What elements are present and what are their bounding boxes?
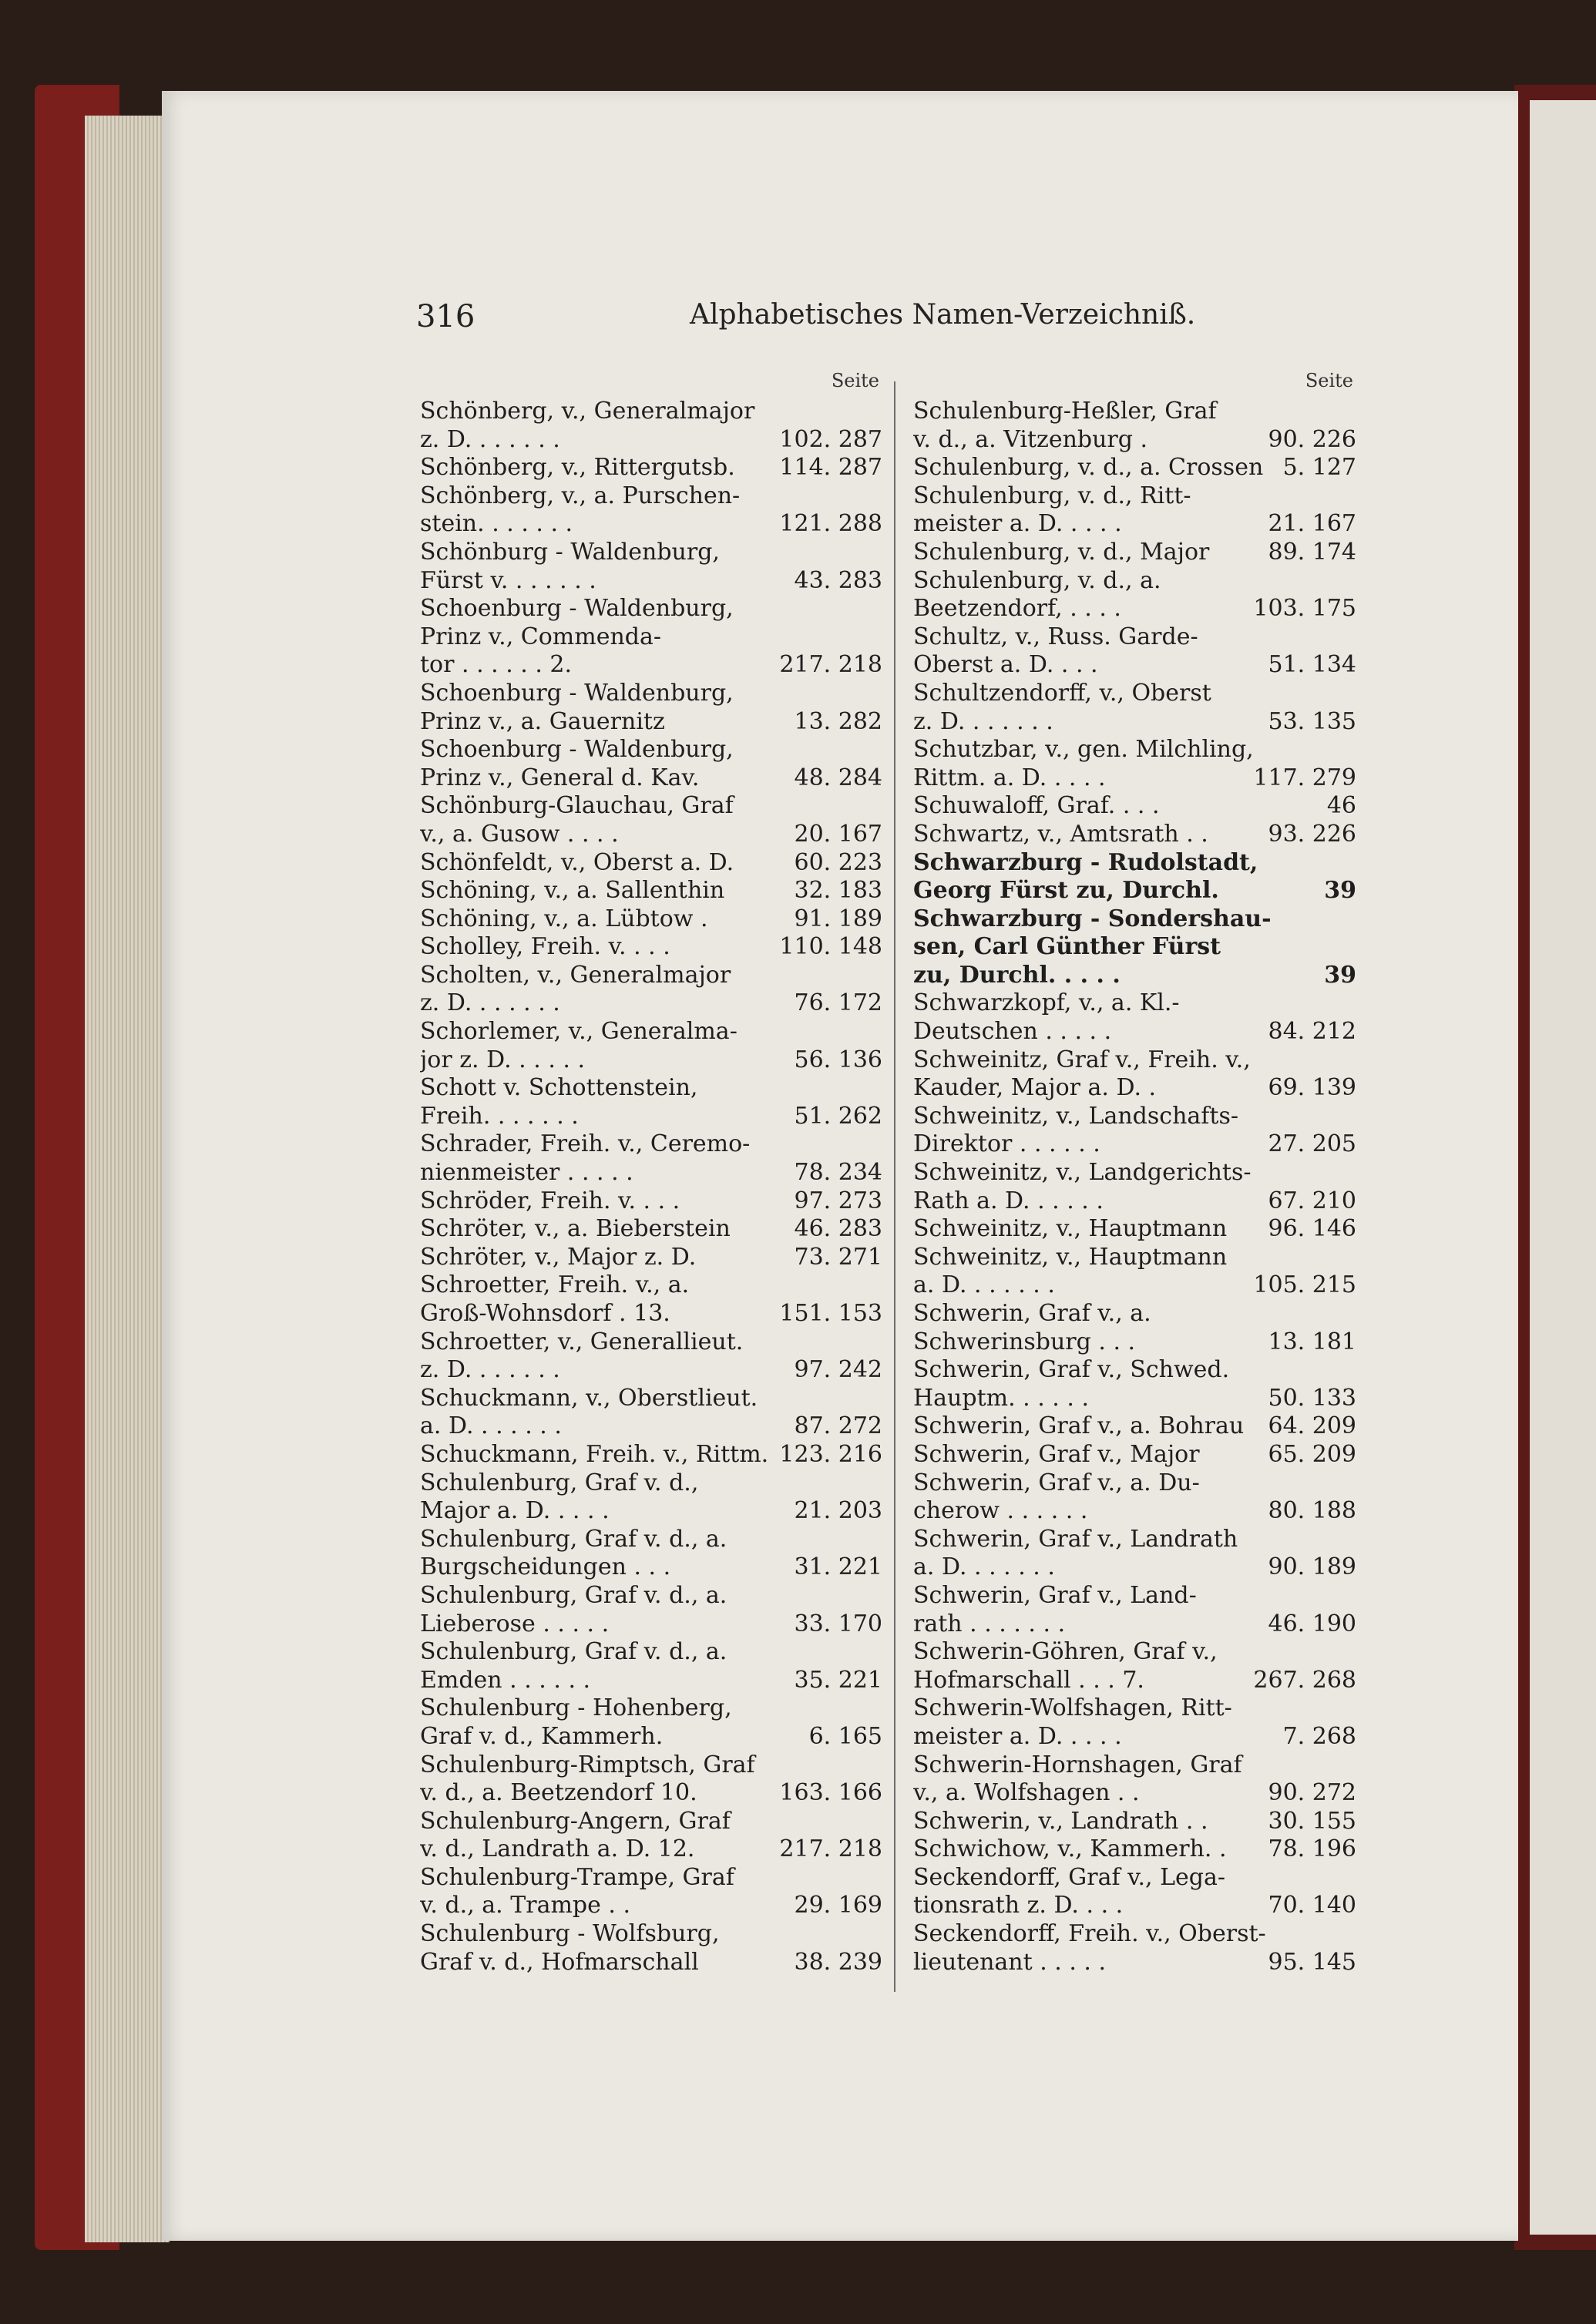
index-entry-line — [420, 1130, 882, 1159]
index-entry-line — [420, 708, 882, 737]
index-entry-line — [420, 1271, 882, 1300]
index-entry-line — [913, 1779, 1356, 1808]
entry-text: Schoenburg - Waldenburg, — [420, 736, 734, 764]
entry-text: Schwarzkopf, v., a. Kl.- — [913, 989, 1180, 1017]
entry-page-numbers: 267. 268 — [1253, 1666, 1356, 1694]
entry-text: Schröter, v., a. Bieberstein — [420, 1215, 731, 1243]
entry-text: Schulenburg, Graf v. d., a. — [420, 1525, 727, 1553]
index-entry-line — [420, 567, 882, 596]
entry-page-numbers: 163. 166 — [779, 1779, 882, 1807]
entry-text: Schorlemer, v., Generalma- — [420, 1018, 738, 1046]
entry-text: Schulenburg, Graf v. d., — [420, 1469, 699, 1496]
index-entry-line — [913, 1215, 1356, 1244]
entry-text: Direktor . . . . . . — [913, 1130, 1100, 1158]
entry-text: Major a. D. . . . . — [420, 1497, 610, 1525]
next-page-edge — [1530, 100, 1596, 2235]
index-entry-line — [420, 736, 882, 764]
entry-page-numbers: 89. 174 — [1268, 538, 1356, 566]
index-entry-line — [913, 1469, 1356, 1498]
index-entry-line — [913, 1723, 1356, 1751]
entry-text: Schott v. Schottenstein, — [420, 1074, 698, 1102]
index-entry-line — [420, 849, 882, 878]
entry-text: Schulenburg, v. d., a. — [913, 566, 1161, 594]
index-entry-line — [913, 1412, 1356, 1441]
entry-page-numbers: 90. 226 — [1268, 425, 1356, 453]
entry-text: Schönberg, v., a. Purschen- — [420, 482, 741, 509]
index-entry-line — [913, 1159, 1356, 1187]
entry-text: Rath a. D. . . . . . — [913, 1187, 1104, 1214]
index-entry-line — [913, 454, 1356, 482]
entry-page-numbers: 27. 205 — [1268, 1130, 1356, 1158]
entry-text: Fürst v. . . . . . . — [420, 566, 596, 594]
index-entry-line — [420, 651, 882, 680]
entry-text: Schweinitz, Graf v., Freih. v., — [913, 1046, 1251, 1073]
index-entry-line — [913, 1808, 1356, 1836]
index-entry-line — [913, 736, 1356, 764]
index-entry-line — [913, 989, 1356, 1018]
index-entry-line — [913, 1244, 1356, 1272]
entry-text: Schwerinsburg . . . — [913, 1328, 1136, 1355]
index-entry-line — [420, 1808, 882, 1836]
entry-text: v., a. Wolfshagen . . — [913, 1779, 1140, 1807]
entry-page-numbers: 90. 189 — [1268, 1553, 1356, 1581]
index-entry-line — [420, 1920, 882, 1949]
entry-text: Schultzendorff, v., Oberst — [913, 679, 1211, 707]
index-entry-line — [913, 1497, 1356, 1526]
index-entry-line — [420, 1610, 882, 1639]
index-entry-line — [420, 933, 882, 962]
entry-text: Schulenburg, v. d., Major — [913, 538, 1210, 566]
entry-page-numbers: 151. 153 — [779, 1300, 882, 1327]
entry-page-numbers: 117. 279 — [1253, 764, 1356, 791]
index-entry-line — [913, 1300, 1356, 1328]
entry-text: v. d., a. Beetzendorf 10. — [420, 1779, 697, 1807]
entry-page-numbers: 43. 283 — [794, 566, 882, 594]
index-entry-line — [420, 1103, 882, 1131]
entry-page-numbers: 31. 221 — [794, 1553, 882, 1581]
index-entry-line — [913, 482, 1356, 511]
entry-text: Schulenburg, Graf v. d., a. — [420, 1581, 727, 1609]
entry-text: v. d., Landrath a. D. 12. — [420, 1835, 695, 1863]
entry-page-numbers: 51. 262 — [794, 1102, 882, 1130]
entry-page-numbers: 114. 287 — [779, 454, 882, 482]
index-entry-line — [913, 539, 1356, 567]
entry-text: Prinz v., a. Gauernitz — [420, 707, 665, 735]
index-entry-line — [420, 1779, 882, 1808]
index-entry-line — [420, 1694, 882, 1723]
entry-text: Schulenburg-Heßler, Graf — [913, 398, 1217, 425]
index-entry-line — [913, 1356, 1356, 1385]
index-entry-line — [913, 1751, 1356, 1780]
entry-text: Schweinitz, v., Landgerichts- — [913, 1159, 1252, 1187]
entry-page-numbers: 67. 210 — [1268, 1187, 1356, 1214]
entry-page-numbers: 78. 196 — [1268, 1835, 1356, 1863]
entry-text: Schweinitz, v., Hauptmann — [913, 1243, 1228, 1271]
index-entry-line — [420, 1892, 882, 1920]
entry-text: Graf v. d., Kammerh. — [420, 1722, 664, 1750]
index-entry-line — [420, 1385, 882, 1413]
entry-text: Seckendorff, Graf v., Lega- — [913, 1863, 1226, 1891]
entry-page-numbers: 53. 135 — [1268, 707, 1356, 735]
entry-page-numbers: 13. 181 — [1268, 1328, 1356, 1355]
entry-text: Schuwaloff, Graf. . . . — [913, 792, 1160, 820]
entry-text: a. D. . . . . . . — [420, 1412, 562, 1440]
entry-text: Prinz v., General d. Kav. — [420, 764, 700, 791]
entry-text: Graf v. d., Hofmarschall — [420, 1948, 699, 1976]
index-entry-line — [420, 989, 882, 1018]
index-entry-line — [913, 651, 1356, 680]
index-entry-line — [420, 792, 882, 821]
index-entry-line — [913, 595, 1356, 623]
index-entry-line — [420, 764, 882, 793]
entry-text: Schuckmann, Freih. v., Rittm. — [420, 1440, 769, 1468]
entry-page-numbers: 65. 209 — [1268, 1440, 1356, 1468]
entry-text: Rittm. a. D. . . . . — [913, 764, 1106, 791]
entry-page-numbers: 38. 239 — [794, 1948, 882, 1976]
index-entry-line — [913, 1949, 1356, 1977]
entry-page-numbers: 217. 218 — [779, 651, 882, 679]
index-entry-line — [420, 1469, 882, 1498]
index-entry-line — [913, 1582, 1356, 1610]
index-entry-line — [913, 1667, 1356, 1695]
index-entry-line — [420, 1046, 882, 1075]
index-entry-line — [913, 905, 1356, 934]
entry-page-numbers: 60. 223 — [794, 848, 882, 876]
entry-page-numbers: 93. 226 — [1268, 820, 1356, 848]
entry-text: Schönburg-Glauchau, Graf — [420, 792, 734, 820]
entry-text: Schwerin, Graf v., Land- — [913, 1581, 1197, 1609]
index-entry-line — [420, 454, 882, 482]
entry-text: Seckendorff, Freih. v., Oberst- — [913, 1920, 1266, 1948]
entry-text: Schwichow, v., Kammerh. . — [913, 1835, 1227, 1863]
index-entry-line — [420, 623, 882, 652]
entry-page-numbers: 46 — [1326, 792, 1356, 820]
entry-text: Scholten, v., Generalmajor — [420, 961, 731, 989]
index-entry-line — [913, 1385, 1356, 1413]
entry-text: Schwerin, Graf v., Schwed. — [913, 1356, 1230, 1384]
entry-text: Schulenburg, v. d., a. Crossen — [913, 454, 1264, 482]
entry-text: Schroetter, v., Generallieut. — [420, 1328, 744, 1355]
entry-page-numbers: 95. 145 — [1268, 1948, 1356, 1976]
entry-text: Schwerin-Hornshagen, Graf — [913, 1751, 1242, 1778]
entry-text: Schwerin, Graf v., a. Bohrau — [913, 1412, 1245, 1440]
entry-text: Freih. . . . . . . — [420, 1102, 579, 1130]
entry-page-numbers: 33. 170 — [794, 1610, 882, 1637]
index-entry-line — [913, 398, 1356, 426]
page-number: 316 — [416, 299, 475, 334]
entry-page-numbers: 7. 268 — [1282, 1722, 1356, 1750]
entry-text: rath . . . . . . . — [913, 1610, 1066, 1637]
entry-text: stein. . . . . . . — [420, 510, 573, 538]
entry-page-numbers: 13. 282 — [794, 707, 882, 735]
entry-text: Schulenburg-Rimptsch, Graf — [420, 1751, 755, 1778]
index-entry-line — [913, 1130, 1356, 1159]
index-entry-line — [913, 1018, 1356, 1046]
index-entry-line — [420, 426, 882, 455]
index-entry-line — [913, 1835, 1356, 1864]
entry-text: Schulenburg - Hohenberg, — [420, 1694, 732, 1722]
entry-text: sen, Carl Günther Fürst — [913, 933, 1221, 961]
entry-page-numbers: 46. 190 — [1268, 1610, 1356, 1637]
entry-text: Scholley, Freih. v. . . . — [420, 933, 670, 961]
index-entry-line — [913, 933, 1356, 962]
entry-text: Schönberg, v., Generalmajor — [420, 398, 755, 425]
index-column-left — [420, 370, 882, 1976]
index-entry-line — [913, 1103, 1356, 1131]
index-entry-line — [913, 1046, 1356, 1075]
entry-text: Prinz v., Commenda- — [420, 623, 661, 650]
index-entry-line — [913, 821, 1356, 849]
entry-text: cherow . . . . . . — [913, 1497, 1088, 1525]
index-entry-line — [420, 1159, 882, 1187]
index-entry-line — [420, 1215, 882, 1244]
column-divider — [894, 381, 895, 1992]
entry-page-numbers: 70. 140 — [1268, 1892, 1356, 1919]
entry-text: Burgscheidungen . . . — [420, 1553, 671, 1581]
index-entry-line — [420, 539, 882, 567]
index-entry-line — [420, 962, 882, 990]
entry-text: zu, Durchl. . . . . — [913, 961, 1121, 989]
index-entry-line — [913, 1328, 1356, 1357]
index-entry-line — [913, 1694, 1356, 1723]
index-entry-line — [913, 1271, 1356, 1300]
entry-text: Schwarzburg - Sondershau- — [913, 905, 1272, 932]
entry-text: Schrader, Freih. v., Ceremo- — [420, 1130, 751, 1158]
entry-page-numbers: 103. 175 — [1253, 595, 1356, 623]
index-entry-line — [913, 1920, 1356, 1949]
index-entry-line — [420, 821, 882, 849]
entry-page-numbers: 121. 288 — [779, 510, 882, 538]
index-entry-line — [913, 1441, 1356, 1469]
entry-text: Schwartz, v., Amtsrath . . — [913, 820, 1208, 848]
entry-text: meister a. D. . . . . — [913, 1722, 1122, 1750]
index-entry-line — [420, 1244, 882, 1272]
index-entry-line — [420, 1723, 882, 1751]
entry-text: Schulenburg-Angern, Graf — [420, 1807, 731, 1835]
index-entry-line — [913, 1526, 1356, 1554]
index-entry-line — [420, 1497, 882, 1526]
index-entry-line — [420, 595, 882, 623]
entry-text: Schönberg, v., Rittergutsb. — [420, 454, 735, 482]
entry-page-numbers: 64. 209 — [1268, 1412, 1356, 1440]
entry-text: Schwerin, Graf v., a. — [913, 1300, 1151, 1327]
entry-text: Schuckmann, v., Oberstlieut. — [420, 1384, 758, 1412]
entry-text: Schroetter, Freih. v., a. — [420, 1271, 690, 1299]
entry-page-numbers: 102. 287 — [779, 425, 882, 453]
entry-text: Oberst a. D. . . . — [913, 651, 1098, 679]
entry-page-numbers: 21. 203 — [794, 1497, 882, 1525]
entry-text: Schwerin-Wolfshagen, Ritt- — [913, 1694, 1232, 1722]
entry-page-numbers: 105. 215 — [1253, 1271, 1356, 1299]
index-entry-line — [420, 1526, 882, 1554]
index-entry-line — [420, 1328, 882, 1357]
index-entry-line — [420, 1667, 882, 1695]
index-entry-line — [420, 680, 882, 708]
entry-page-numbers: 51. 134 — [1268, 651, 1356, 679]
entry-text: Schulenburg - Wolfsburg, — [420, 1920, 720, 1948]
entry-page-numbers: 6. 165 — [808, 1722, 882, 1750]
entry-page-numbers: 110. 148 — [779, 933, 882, 961]
entry-text: a. D. . . . . . . — [913, 1553, 1055, 1581]
entry-text: z. D. . . . . . . — [420, 425, 560, 453]
index-entry-line — [420, 1553, 882, 1582]
index-entry-line — [420, 1441, 882, 1469]
entry-text: v., a. Gusow . . . . — [420, 820, 619, 848]
entry-text: Schwerin, Graf v., Major — [913, 1440, 1200, 1468]
running-title: Alphabetisches Namen-Verzeichniß. — [690, 299, 1196, 331]
entry-page-numbers: 73. 271 — [794, 1243, 882, 1271]
entry-page-numbers: 90. 272 — [1268, 1779, 1356, 1807]
entry-page-numbers: 123. 216 — [779, 1440, 882, 1468]
entry-page-numbers: 21. 167 — [1268, 510, 1356, 538]
index-entry-line — [913, 877, 1356, 905]
entry-page-numbers: 32. 183 — [794, 877, 882, 905]
entry-text: Schröter, v., Major z. D. — [420, 1243, 697, 1271]
entry-text: Hofmarschall . . . 7. — [913, 1666, 1144, 1694]
entry-text: Georg Fürst zu, Durchl. — [913, 877, 1219, 905]
entry-text: Schulenburg-Trampe, Graf — [420, 1863, 734, 1891]
index-entry-line — [913, 764, 1356, 793]
entry-text: Hauptm. . . . . . — [913, 1384, 1089, 1412]
index-entry-line — [420, 1582, 882, 1610]
index-entry-line — [913, 1892, 1356, 1920]
entry-page-numbers: 20. 167 — [794, 820, 882, 848]
entry-text: meister a. D. . . . . — [913, 510, 1122, 538]
entry-page-numbers: 30. 155 — [1268, 1807, 1356, 1835]
entry-text: z. D. . . . . . . — [913, 707, 1053, 735]
index-entry-line — [913, 1074, 1356, 1103]
index-entry-line — [420, 1864, 882, 1892]
entry-text: Schweinitz, v., Hauptmann — [913, 1215, 1228, 1243]
entry-page-numbers: 50. 133 — [1268, 1384, 1356, 1412]
index-entry-line — [913, 1610, 1356, 1639]
entry-page-numbers: 87. 272 — [794, 1412, 882, 1440]
entry-text: Schwerin, v., Landrath . . — [913, 1807, 1208, 1835]
index-entry-line — [913, 849, 1356, 878]
entry-page-numbers: 76. 172 — [794, 989, 882, 1017]
entry-page-numbers: 29. 169 — [794, 1892, 882, 1919]
entry-text: Schönfeldt, v., Oberst a. D. — [420, 848, 734, 876]
entry-text: Schwerin, Graf v., a. Du- — [913, 1469, 1200, 1496]
index-column-right — [913, 370, 1356, 1976]
entry-text: Schwerin, Graf v., Landrath — [913, 1525, 1238, 1553]
entry-text: lieutenant . . . . . — [913, 1948, 1107, 1976]
entry-text: nienmeister . . . . . — [420, 1159, 633, 1187]
entry-text: Schulenburg, v. d., Ritt- — [913, 482, 1191, 509]
index-entry-line — [420, 482, 882, 511]
entry-text: Schweinitz, v., Landschafts- — [913, 1102, 1238, 1130]
entry-page-numbers: 39 — [1324, 961, 1356, 989]
entry-text: Schröder, Freih. v. . . . — [420, 1187, 680, 1214]
index-entry-line — [420, 398, 882, 426]
entry-text: Schwerin-Göhren, Graf v., — [913, 1638, 1218, 1666]
index-entry-line — [420, 1187, 882, 1216]
entry-page-numbers: 80. 188 — [1268, 1497, 1356, 1525]
entry-text: Groß-Wohnsdorf . 13. — [420, 1300, 670, 1327]
entry-page-numbers: 56. 136 — [794, 1046, 882, 1073]
entry-text: z. D. . . . . . . — [420, 989, 560, 1017]
index-entry-line — [913, 1187, 1356, 1216]
entry-page-numbers: 69. 139 — [1268, 1074, 1356, 1102]
entry-page-numbers: 96. 146 — [1268, 1215, 1356, 1243]
index-entry-line — [913, 1638, 1356, 1667]
entry-page-numbers: 35. 221 — [794, 1666, 882, 1694]
index-entry-line — [420, 905, 882, 934]
entry-page-numbers: 48. 284 — [794, 764, 882, 791]
entry-page-numbers: 97. 242 — [794, 1356, 882, 1384]
entry-text: Schönburg - Waldenburg, — [420, 538, 720, 566]
entry-text: tionsrath z. D. . . . — [913, 1892, 1124, 1919]
index-entry-line — [913, 680, 1356, 708]
entry-text: Emden . . . . . . — [420, 1666, 591, 1694]
entry-page-numbers: 46. 283 — [794, 1215, 882, 1243]
entry-text: tor . . . . . . 2. — [420, 651, 573, 679]
entry-text: Lieberose . . . . . — [420, 1610, 610, 1637]
seite-label-right: Seite — [1305, 370, 1353, 391]
entry-page-numbers: 97. 273 — [794, 1187, 882, 1214]
index-entry-line — [913, 962, 1356, 990]
entry-text: Schöning, v., a. Lübtow . — [420, 905, 708, 932]
entry-page-numbers: 84. 212 — [1268, 1018, 1356, 1046]
entry-page-numbers: 78. 234 — [794, 1159, 882, 1187]
index-entry-line — [420, 1638, 882, 1667]
index-entry-line — [420, 1018, 882, 1046]
page-header — [416, 299, 1196, 345]
entry-text: Schulenburg, Graf v. d., a. — [420, 1638, 727, 1666]
entry-text: Schoenburg - Waldenburg, — [420, 595, 734, 623]
index-entry-line — [913, 426, 1356, 455]
entry-text: jor z. D. . . . . . — [420, 1046, 585, 1073]
entry-page-numbers: 91. 189 — [794, 905, 882, 932]
page-edges — [85, 116, 170, 2242]
index-entry-line — [420, 510, 882, 539]
index-entry-line — [913, 623, 1356, 652]
index-entry-line — [913, 792, 1356, 821]
index-entry-line — [420, 1300, 882, 1328]
index-entry-line — [420, 1412, 882, 1441]
entry-page-numbers: 5. 127 — [1282, 454, 1356, 482]
index-entry-line — [420, 1356, 882, 1385]
index-entry-line — [420, 1949, 882, 1977]
entry-text: v. d., a. Trampe . . — [420, 1892, 631, 1919]
index-entry-line — [420, 1751, 882, 1780]
index-entry-line — [913, 708, 1356, 737]
entry-text: v. d., a. Vitzenburg . — [913, 425, 1148, 453]
entry-text: Schultz, v., Russ. Garde- — [913, 623, 1198, 650]
entry-page-numbers: 217. 218 — [779, 1835, 882, 1863]
entry-text: Schutzbar, v., gen. Milchling, — [913, 736, 1254, 764]
entry-text: Kauder, Major a. D. . — [913, 1074, 1157, 1102]
entry-text: a. D. . . . . . . — [913, 1271, 1055, 1299]
entry-page-numbers: 39 — [1324, 877, 1356, 905]
index-entry-line — [913, 510, 1356, 539]
entry-text: Beetzendorf, . . . . — [913, 595, 1121, 623]
entry-text: Schoenburg - Waldenburg, — [420, 679, 734, 707]
entry-text: Schöning, v., a. Sallenthin — [420, 877, 725, 905]
index-entry-line — [913, 1864, 1356, 1892]
index-entry-line — [420, 1074, 882, 1103]
entry-text: Deutschen . . . . . — [913, 1018, 1112, 1046]
entry-text: z. D. . . . . . . — [420, 1356, 560, 1384]
seite-label-left: Seite — [831, 370, 879, 391]
index-entry-line — [420, 1835, 882, 1864]
index-entry-line — [913, 567, 1356, 596]
entry-text: Schwarzburg - Rudolstadt, — [913, 848, 1258, 876]
index-entry-line — [420, 877, 882, 905]
index-entry-line — [913, 1553, 1356, 1582]
